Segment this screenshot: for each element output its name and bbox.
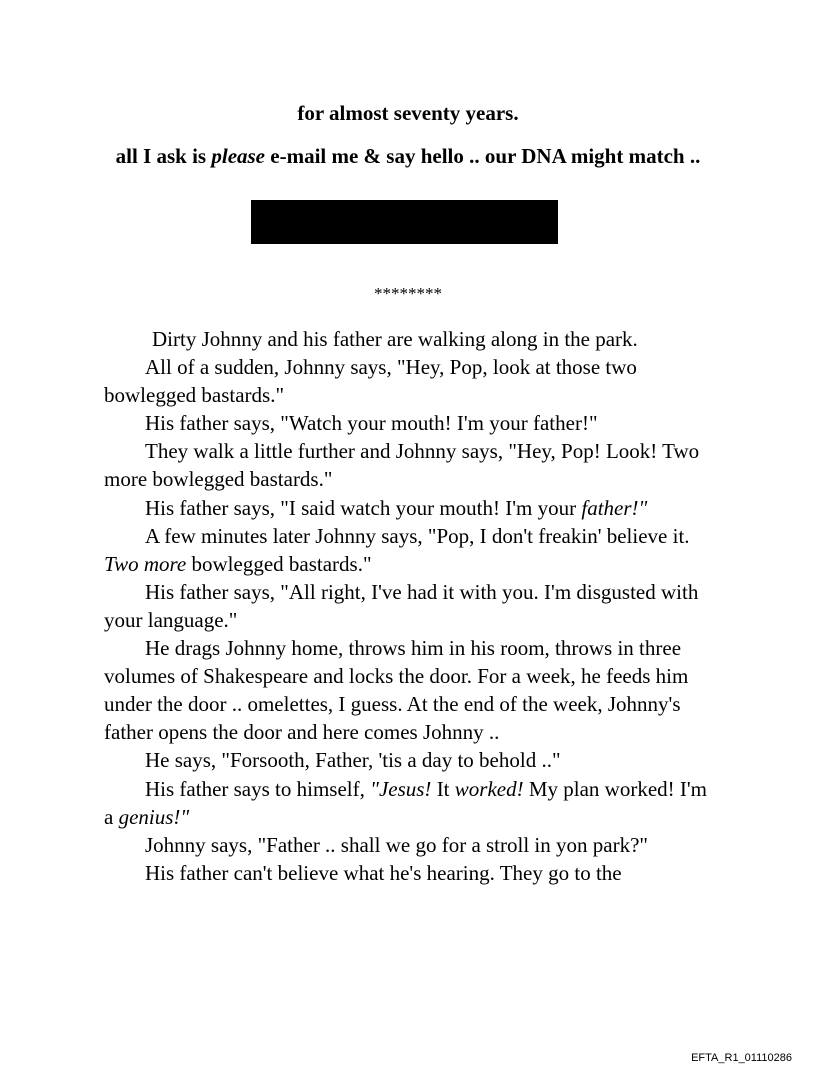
story-paragraph [104, 522, 720, 578]
story-text: My plan worked! I'm a [104, 776, 708, 829]
story-text: His father says to himself, [145, 776, 371, 801]
heading-emphasis: please [211, 144, 266, 168]
story-body [104, 325, 720, 887]
document-id-footer: EFTA_R1_01110286 [691, 1052, 792, 1064]
story-paragraph [104, 494, 720, 522]
heading-line-2 [100, 143, 716, 169]
heading-line-1: for almost seventy years. [297, 101, 519, 125]
story-text: His father says, "I said watch your mouth! I'm your [145, 495, 582, 520]
story-paragraph: His father can't believe what he's hearing. They go to the [145, 860, 622, 885]
story-paragraph: His father says, "Watch your mouth! I'm your father!" [145, 411, 598, 436]
story-text: It [431, 776, 455, 801]
story-text: bowlegged bastards." [186, 551, 372, 576]
section-separator: ******** [374, 284, 442, 303]
story-emphasis: "Jesus! [370, 776, 432, 801]
story-text: A few minutes later Johnny says, "Pop, I don't freakin' believe it. [145, 523, 690, 548]
story-paragraph: His father says, "All right, I've had it with you. I'm disgusted with your language." [104, 579, 699, 632]
heading-line-2-start: all I ask is [115, 144, 212, 168]
story-paragraph: Johnny says, "Father .. shall we go for a stroll in yon park?" [145, 832, 648, 857]
heading-line-2-end: e-mail me & say hello .. our DNA might match .. [265, 144, 701, 168]
story-paragraph: All of a sudden, Johnny says, "Hey, Pop, look at those two bowlegged bastards." [104, 355, 637, 408]
redaction-block [251, 200, 558, 244]
story-emphasis: Two more [104, 551, 187, 576]
story-emphasis: father!" [581, 495, 648, 520]
story-paragraph: He says, "Forsooth, Father, 'tis a day to behold .." [145, 748, 561, 773]
story-paragraph: He drags Johnny home, throws him in his room, throws in three volumes of Shakespeare and locks the door. For a week, he feeds him under the door .. omelettes, I guess. At the end of the week, Johnny's father opens the door and here comes Johnny .. [104, 636, 689, 745]
story-emphasis: genius!" [118, 804, 190, 829]
story-paragraph: They walk a little further and Johnny says, "Hey, Pop! Look! Two more bowlegged bastards." [104, 439, 700, 492]
story-paragraph [104, 775, 720, 831]
story-paragraph: Dirty Johnny and his father are walking along in the park. [152, 327, 638, 351]
story-emphasis: worked! [454, 776, 524, 801]
